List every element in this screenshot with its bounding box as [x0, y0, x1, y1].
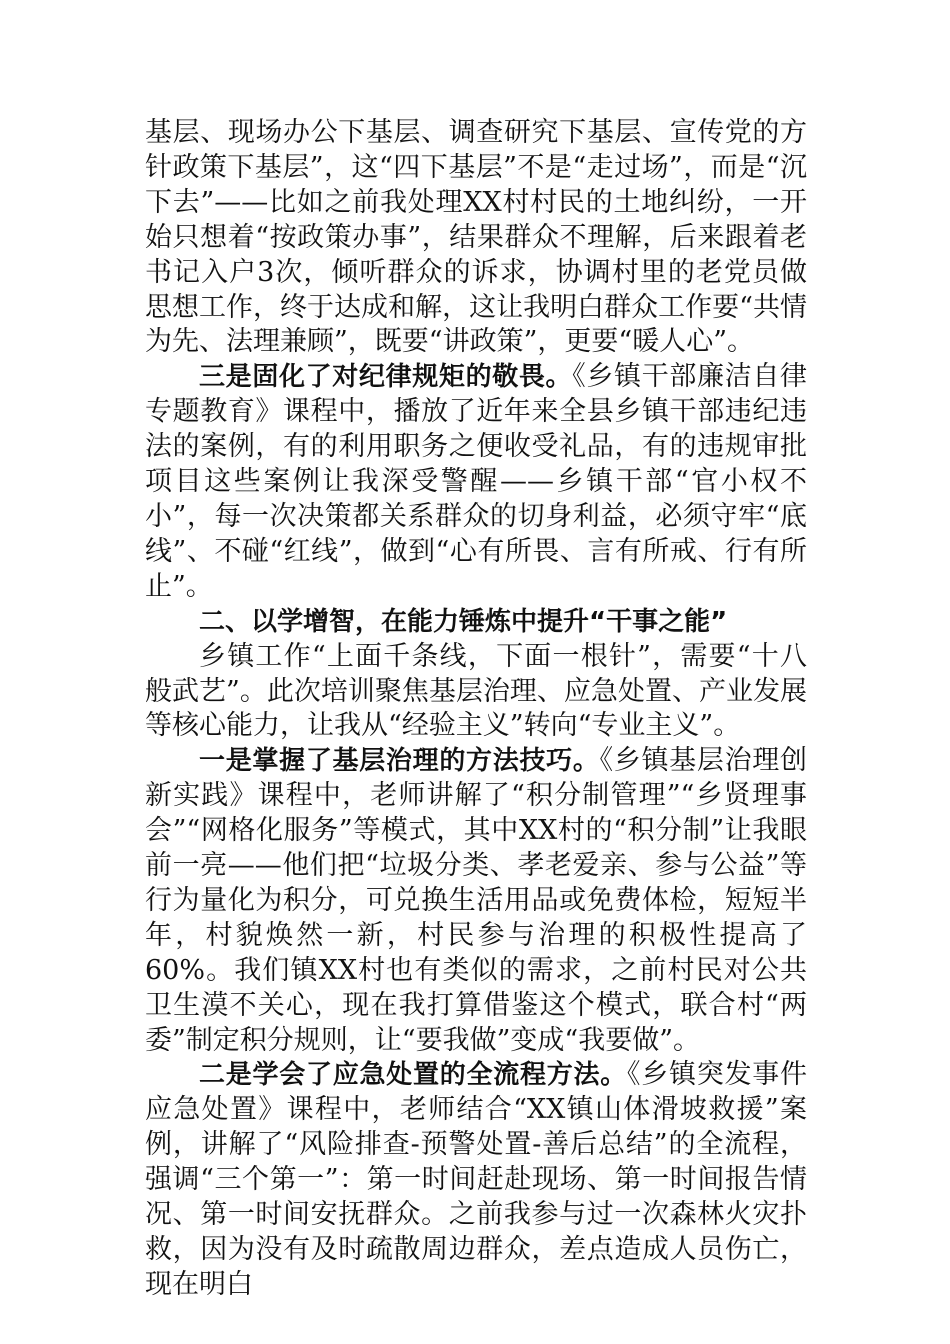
- paragraph-continuation: [145, 116, 807, 360]
- paragraph-text: 《乡镇干部廉洁自律专题教育》课程中，播放了近年来全县乡镇干部违纪违法的案例，有的利用职务之便收受礼品，有的违规审批项目这些案例让我深受警醒——乡镇干部“官小权不小”，每一次决策都关系群众的切身利益，必须守牢“底线”、不碰“红线”，做到“心有所畏、言有所戒、行有所止”。: [145, 361, 807, 602]
- paragraph-text: 乡镇工作“上面千条线，下面一根针”，需要“十八般武艺”。此次培训聚焦基层治理、应急处置、产业发展等核心能力，让我从“经验主义”转向“专业主义”。: [145, 640, 807, 742]
- section-heading: 二、以学增智，在能力锤炼中提升“干事之能”: [199, 606, 728, 637]
- paragraph-discipline: [145, 360, 807, 604]
- paragraph-governance: [145, 744, 807, 1058]
- paragraph-lead: 一是掌握了基层治理的方法技巧。: [199, 746, 600, 777]
- paragraph-text: 《乡镇突发事件应急处置》课程中，老师结合“XX镇山体滑坡救援”案例，讲解了“风险排查-预警处置-善后总结”的全流程，强调“三个第一”：第一时间赶赴现场、第一时间报告情况、第一时间安抚群众。之前我参与过一次森林火灾扑救，因为没有及时疏散周边群众，差点造成人员伤亡，现在明白: [145, 1059, 807, 1300]
- paragraph-text: 基层、现场办公下基层、调查研究下基层、宣传党的方针政策下基层”，这“四下基层”不是“走过场”，而是“沉下去”——比如之前我处理XX村村民的土地纠纷，一开始只想着“按政策办事”，结果群众不理解，后来跟着老书记入户3次，倾听群众的诉求，协调村里的老党员做思想工作，终于达成和解，这让我明白群众工作要“共情为先、法理兼顾”，既要“讲政策”，更要“暖人心”。: [145, 117, 807, 358]
- document-page: [145, 116, 807, 1303]
- paragraph-emergency: [145, 1058, 807, 1302]
- paragraph-text: 《乡镇基层治理创新实践》课程中，老师讲解了“积分制管理”“乡贤理事会”“网格化服务”等模式，其中XX村的“积分制”让我眼前一亮——他们把“垃圾分类、孝老爱亲、参与公益”等行为量化为积分，可兑换生活用品或免费体检，短短半年，村貌焕然一新，村民参与治理的积极性提高了60%。我们镇XX村也有类似的需求，之前村民对公共卫生漠不关心，现在我打算借鉴这个模式，联合村“两委”制定积分规则，让“要我做”变成“我要做”。: [145, 745, 807, 1056]
- paragraph-lead: 三是固化了对纪律规矩的敬畏。: [199, 362, 573, 393]
- paragraph-lead: 二是学会了应急处置的全流程方法。: [199, 1060, 627, 1091]
- paragraph-intro: [145, 640, 807, 745]
